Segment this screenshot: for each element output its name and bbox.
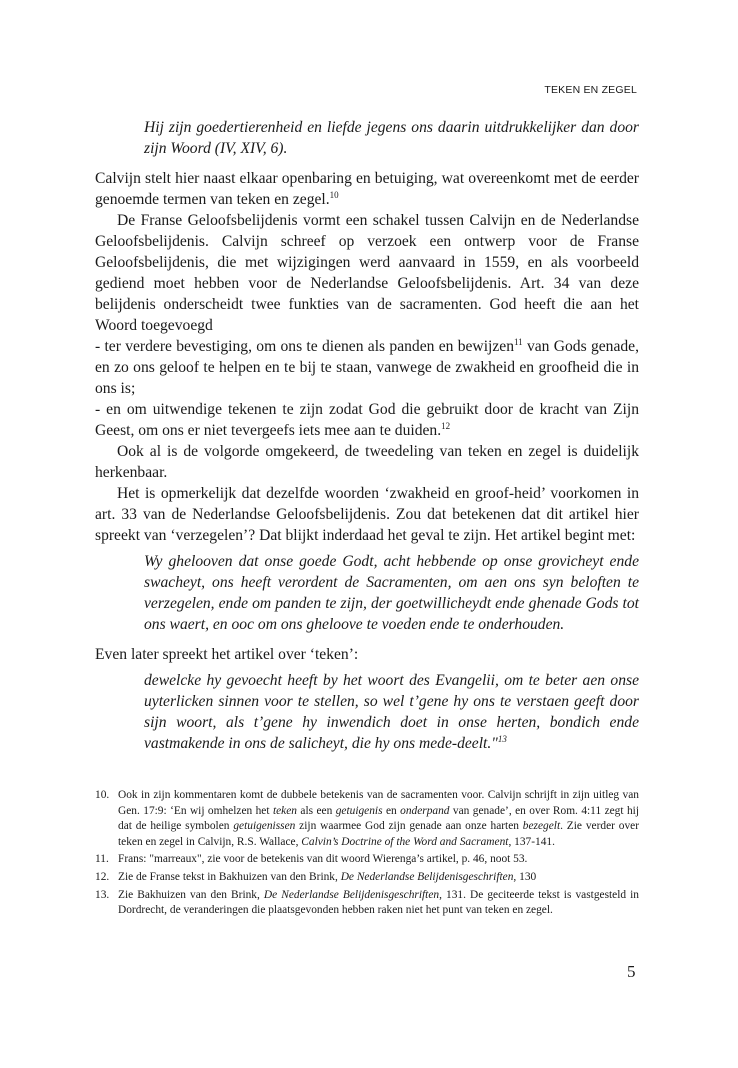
text-segment: als een [296, 804, 336, 817]
body-text [95, 117, 639, 754]
text-segment: Zie Bakhuizen van den Brink, [118, 888, 264, 901]
text-segment: zijn waarmee God zijn genade aan onze harten [295, 820, 523, 833]
footnote-reference: 10 [329, 190, 339, 200]
footnote-reference: 11 [514, 337, 523, 347]
text-segment: van genade’, en over Rom. 4:11 zegt hij dat de heilige symbolen [118, 804, 639, 833]
footnote-text [118, 888, 639, 919]
footnote-number: 10. [95, 789, 110, 801]
text-segment: , 137-141. [508, 835, 555, 848]
text-segment: bezegelt [522, 820, 561, 833]
paragraph [95, 336, 639, 399]
text-segment: Zie de Franse tekst in Bakhuizen van den Brink, [118, 870, 341, 883]
text-segment: getuigenissen [233, 820, 296, 833]
running-header: TEKEN EN ZEGEL [544, 84, 637, 96]
text-segment: Even later spreekt het artikel over ‘teken’: [95, 646, 359, 663]
text-segment: De Nederlandse Belijdenisgeschriften [340, 870, 514, 883]
paragraph [95, 644, 639, 665]
block-quote [144, 117, 639, 159]
text-segment: - en om uitwendige tekenen te zijn zodat God die gebruikt door de kracht van Zijn Geest, om ons er niet tevergeefs iets mee aan te duiden. [95, 401, 639, 439]
text-segment: . Zie verder over teken en zegel in Calvijn, R.S. Wallace, [118, 820, 639, 848]
footnotes [95, 788, 639, 921]
page-number: 5 [627, 962, 636, 981]
footnote-text [118, 870, 639, 886]
text-segment: Het is opmerkelijk dat dezelfde woorden ‘zwakheid en groof-heid’ voorkomen in art. 33 van de Nederlandse Geloofsbelijdenis. Zou dat betekenen dat dit artikel hier spreekt van ‘verzegelen’? Dat blijkt inderdaad het geval te zijn. Het artikel begint met: [95, 485, 639, 544]
footnote [95, 788, 639, 850]
block-quote [144, 670, 639, 754]
text-segment: en [382, 804, 401, 817]
paragraph [95, 399, 639, 441]
footnote-text [118, 852, 639, 868]
footnote [95, 888, 639, 919]
text-segment: De Nederlandse Belijdenisgeschriften [263, 888, 440, 901]
block-quote [144, 551, 639, 635]
text-segment: dewelcke hy gevoecht heeft by het woort des Evangelii, om te beter aen onse uyterlicken sinnen voor te stellen, so wel t’gene hy ons te verstaen geeft door sijn woort, als t’gene hy inwendich doet in onse herten, bondich ende vastmakende in ons de salicheyt, die hy ons mede-deelt." [144, 672, 639, 752]
footnote [95, 852, 639, 868]
footnote-number: 13. [95, 888, 110, 901]
text-segment: Frans: "marreaux", zie voor de betekenis van dit woord Wierenga’s artikel, p. 46, noot 53. [118, 853, 528, 866]
text-segment: onderpand [400, 804, 450, 817]
text-segment: - ter verdere bevestiging, om ons te dienen als panden en bewijzen [95, 338, 514, 355]
footnote-reference: 12 [441, 421, 451, 431]
paragraph [95, 210, 639, 336]
text-segment: Calvin’s Doctrine of the Word and Sacrament [301, 835, 509, 848]
footnote-number: 12. [95, 870, 110, 883]
text-segment: De Franse Geloofsbelijdenis vormt een schakel tussen Calvijn en de Nederlandse Geloofsbelijdenis. Calvijn schreef op verzoek een ontwerp voor de Franse Geloofsbelijdenis, die met wijzigingen werd aanvaard in 1559, en als voorbeeld gediend moet hebben voor de Nederlandse Geloofsbelijdenis. Art. 34 van deze belijdenis onderscheidt twee funkties van de sacramenten. God heeft die aan het Woord toegevoegd [95, 212, 639, 334]
text-segment: Hij zijn goedertierenheid en liefde jegens ons daarin uitdrukkelijker dan door zijn Woord (IV, XIV, 6). [144, 119, 639, 157]
text-segment: Ook al is de volgorde omgekeerd, de tweedeling van teken en zegel is duidelijk herkenbaar. [95, 443, 639, 481]
paragraph [95, 483, 639, 546]
text-segment: Ook in zijn kommentaren komt de dubbele betekenis van de sacramenten voor. Calvijn schrijft in zijn uitleg van Gen. 17:9: ‘En wij omhelzen het [118, 789, 639, 817]
text-segment: getuigenis [335, 804, 383, 817]
text-segment: , 131. De geciteerde tekst is vastgesteld in Dordrecht, de veranderingen die plaatsgevonden hebben raken niet het punt van teken en zegel. [118, 888, 640, 917]
text-segment: teken [272, 804, 297, 817]
text-segment: Calvijn stelt hier naast elkaar openbaring en betuiging, wat overeenkomt met de eerder genoemde termen van teken en zegel. [95, 170, 639, 208]
footnote-number: 11. [95, 853, 109, 866]
footnote-reference: 13 [497, 734, 507, 744]
paragraph [95, 168, 639, 210]
paragraph [95, 441, 639, 483]
footnote-text [118, 788, 639, 850]
text-segment: Wy ghelooven dat onse goede Godt, acht hebbende op onse grovicheyt ende swacheyt, ons heeft verordent de Sacramenten, om aen ons syn beloften te verzegelen, ende om panden te zijn, der goetwillicheydt ende ghenade Gods tot ons waert, en ooc om ons gheloove te voeden ende te onderhouden. [144, 553, 639, 633]
footnote [95, 870, 639, 886]
text-segment: , 130 [513, 870, 537, 883]
text-segment: van Gods genade, en zo ons geloof te helpen en te bij te staan, vanwege de zwakheid en groofheid die in ons is; [95, 338, 639, 397]
